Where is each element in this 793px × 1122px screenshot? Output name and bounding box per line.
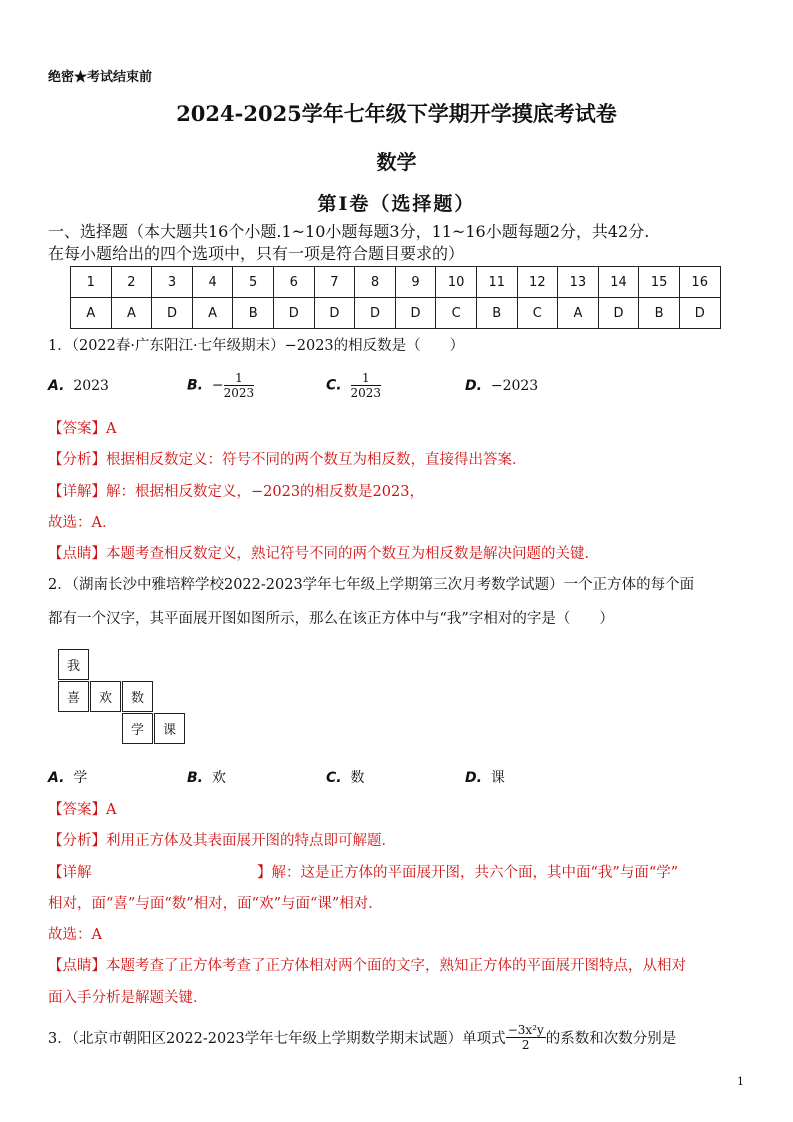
q2-option-b — [187, 767, 226, 787]
q3-fraction-numerator: −3x²y — [507, 1023, 544, 1037]
q1-option-c-fraction — [351, 371, 382, 400]
answer-table-number-cell: 16 — [679, 267, 720, 298]
answer-table-answer-cell: A — [192, 298, 233, 329]
q1-answer: 【答案】A — [48, 421, 117, 437]
answer-table-number-cell: 2 — [111, 267, 152, 298]
answer-table-answer-cell: B — [476, 298, 517, 329]
q1-option-b-label: B. — [187, 377, 203, 394]
q1-option-c-denominator: 2023 — [350, 386, 382, 400]
q2-analysis: 【分析】利用正方体及其表面展开图的特点即可解题． — [48, 833, 396, 849]
cube-net-cell-xue: 学 — [122, 713, 153, 744]
answer-table-answer-cell: A — [71, 298, 112, 329]
q2-option-d — [465, 767, 505, 787]
q1-analysis: 【分析】根据相反数定义：符号不同的两个数互为相反数，直接得出答案． — [48, 452, 527, 468]
answer-table-number-cell: 7 — [314, 267, 355, 298]
answer-table-number-cell: 11 — [476, 267, 517, 298]
q2-stem-line-1: 2．（湖南长沙中雅培粹学校2022-2023学年七年级上学期第三次月考数学试题）一个正方体的每个面 — [48, 577, 695, 593]
q1-stem: 1．（2022春·广东阳江·七年级期末）−2023的相反数是（ ） — [48, 338, 465, 354]
answer-table-answer-cell: D — [679, 298, 720, 329]
answer-table-answer-cell: D — [273, 298, 314, 329]
section-line-1: 一、选择题（本大题共16个小题.1~10小题每题3分，11~16小题每题2分，共42分. — [48, 222, 650, 241]
page-number: 1 — [737, 1075, 744, 1088]
cube-net-cell-ke: 课 — [154, 713, 185, 744]
q1-option-a — [48, 378, 109, 394]
q2-option-c-text: 数 — [350, 770, 365, 786]
q3-stem — [48, 1023, 676, 1052]
part-title: 第Ⅰ卷（选择题） — [317, 193, 476, 215]
confidential-label: 绝密★考试结束前 — [48, 70, 153, 85]
answer-table-number-cell: 4 — [192, 267, 233, 298]
q2-choose: 故选：A — [48, 927, 102, 943]
answer-table-number-cell: 15 — [639, 267, 680, 298]
q1-detail: 【详解】解：根据相反数定义，−2023的相反数是2023， — [48, 484, 424, 500]
cube-net-cell-wo: 我 — [58, 649, 89, 680]
q2-option-d-text: 课 — [490, 770, 505, 786]
q2-detail-label: 【详解 — [48, 865, 92, 881]
section-instructions — [48, 221, 649, 265]
answer-table-answer-cell: C — [517, 298, 558, 329]
answer-table-answer-cell: A — [558, 298, 599, 329]
answer-table-number-cell: 10 — [436, 267, 477, 298]
q2-option-c-label: C. — [326, 770, 342, 786]
answer-table-answer-cell: B — [639, 298, 680, 329]
q2-option-a-text: 学 — [73, 770, 88, 786]
subject-title: 数学 — [376, 150, 417, 174]
q1-option-c — [326, 371, 381, 400]
answer-table-number-cell: 6 — [273, 267, 314, 298]
answer-table-number-cell: 3 — [152, 267, 193, 298]
q1-option-d-label: D. — [465, 378, 482, 394]
q1-option-c-numerator: 1 — [351, 371, 382, 386]
answer-table-number-cell: 1 — [71, 267, 112, 298]
answer-table-answer-cell: D — [355, 298, 396, 329]
answer-table-answer-cell: D — [395, 298, 436, 329]
q1-option-a-text: 2023 — [73, 378, 109, 394]
q1-option-c-label: C. — [326, 377, 342, 394]
q2-option-b-label: B. — [187, 770, 203, 786]
q3-fraction-denominator: 2 — [521, 1038, 530, 1052]
q1-option-b-denominator: 2023 — [223, 386, 255, 400]
q2-option-d-label: D. — [465, 770, 482, 786]
q1-comment: 【点睛】本题考查相反数定义，熟记符号不同的两个数互为相反数是解决问题的关键． — [48, 546, 599, 562]
q2-comment-line-1: 【点睛】本题考查了正方体考查了正方体相对两个面的文字，熟知正方体的平面展开图特点，从相对 — [48, 958, 686, 974]
answer-table-answer-cell: D — [314, 298, 355, 329]
q1-option-b — [187, 371, 254, 400]
q1-option-b-fraction — [224, 371, 255, 400]
answer-table-answer-row — [71, 298, 721, 329]
q1-option-a-label: A. — [48, 378, 65, 394]
cube-net-cell-xi: 喜 — [58, 681, 89, 712]
q2-option-b-text: 欢 — [211, 770, 226, 786]
answer-table-number-cell: 9 — [395, 267, 436, 298]
cube-net-cell-shu: 数 — [122, 681, 153, 712]
answer-table-answer-cell: B — [233, 298, 274, 329]
q1-option-d-text: −2023 — [490, 378, 539, 394]
q2-detail-text: 】解：这是正方体的平面展开图，共六个面，其中面“我”与面“学” — [257, 865, 679, 881]
section-line-2: 在每小题给出的四个选项中，只有一项是符合题目要求的） — [48, 244, 465, 263]
answer-table-number-cell: 12 — [517, 267, 558, 298]
q3-stem-post: 的系数和次数分别是 — [545, 1031, 677, 1047]
q2-option-a-label: A. — [48, 770, 65, 786]
answer-table-answer-cell: A — [111, 298, 152, 329]
q3-fraction — [506, 1023, 546, 1052]
q2-stem-line-2: 都有一个汉字，其平面展开图如图所示，那么在该正方体中与“我”字相对的字是（ ） — [48, 611, 614, 627]
answer-table-number-cell: 8 — [355, 267, 396, 298]
answer-table-answer-cell: D — [152, 298, 193, 329]
answer-table-number-cell: 13 — [558, 267, 599, 298]
exam-title: 2024-2025学年七年级下学期开学摸底考试卷 — [176, 101, 617, 126]
q3-stem-pre: 3．（北京市朝阳区2022-2023学年七年级上学期数学期末试题）单项式 — [48, 1031, 506, 1047]
q2-answer: 【答案】A — [48, 802, 117, 818]
q1-option-b-sign: − — [211, 377, 224, 394]
q1-choose: 故选：A． — [48, 515, 117, 531]
q2-option-c — [326, 767, 365, 787]
q2-option-a — [48, 767, 87, 787]
q1-option-b-numerator: 1 — [224, 371, 255, 386]
answer-table-number-cell: 14 — [598, 267, 639, 298]
answer-table-number-row — [71, 267, 721, 298]
q2-comment-line-2: 面入手分析是解题关键． — [48, 990, 208, 1006]
answer-table-answer-cell: D — [598, 298, 639, 329]
answer-table — [70, 266, 721, 329]
q1-option-d — [465, 378, 538, 394]
answer-table-number-cell: 5 — [233, 267, 274, 298]
cube-net-cell-huan: 欢 — [90, 681, 121, 712]
answer-table-answer-cell: C — [436, 298, 477, 329]
q2-detail-line-2: 相对，面“喜”与面“数”相对，面“欢”与面“课”相对． — [48, 896, 383, 912]
